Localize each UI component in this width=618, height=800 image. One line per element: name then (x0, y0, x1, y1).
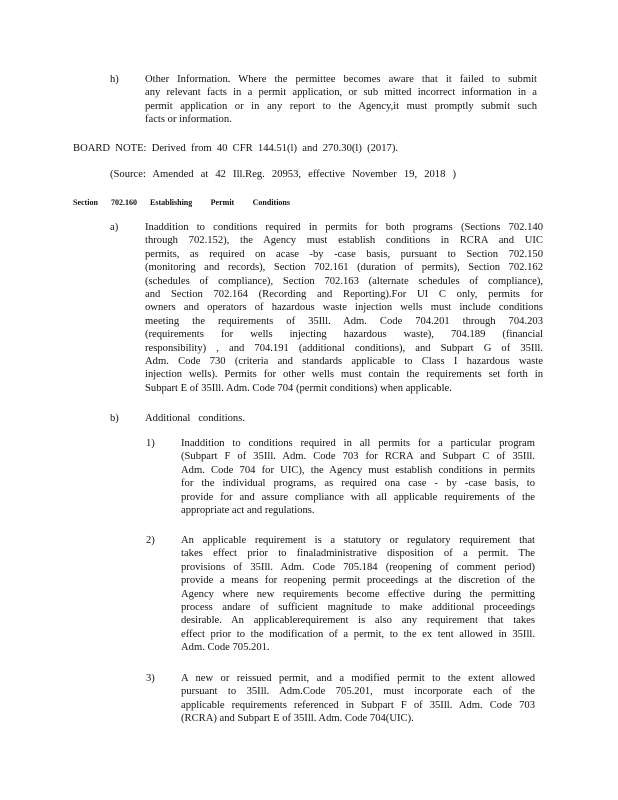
text-line: Adm. Code 704 for UIC), the Agency must establish conditions in permits (181, 464, 535, 476)
text-line: any relevant facts in a permit application, or sub mitted incorrect information in a (145, 87, 537, 99)
text-line: facts or information. (145, 114, 232, 126)
text-line: An applicable requirement is a statutory or regulatory requirement that (181, 535, 535, 546)
text-line: for the individual programs, as required ona case - by -case basis, to (181, 478, 535, 490)
item-b3-label: 3) (146, 673, 155, 684)
text-line: (schedules of compliance), Section 702.163 (alternate schedules of compliance), (145, 275, 543, 287)
text-line: Agency where new requirements become effective during the permitting (181, 588, 535, 600)
text-line: desirable. An applicablerequirement is also any requirement that takes (181, 615, 535, 627)
text-line: Adm. Code 730 (criteria and standards applicable to Class I hazardous waste (145, 356, 543, 368)
text-line: Subpart E of 35Ill. Adm. Code 704 (permit conditions) when applicable. (145, 382, 452, 394)
text-line: A new or reissued permit, and a modified permit to the extent allowed (181, 673, 535, 684)
text-line: Other Information. Where the permittee becomes aware that it failed to submit (145, 74, 537, 85)
text-line: (requirements for wells injecting hazardous waste), 704.189 (financial (145, 329, 543, 341)
item-b2-label: 2) (146, 535, 155, 546)
section-number: 702.160 (111, 198, 137, 207)
text-line: applicable requirements referenced in Subpart F of 35Ill. Adm. Code 703 (181, 699, 535, 711)
item-h-label: h) (110, 74, 119, 85)
text-line: responsibility) , and 704.191 (additional conditions), and Subpart G of 35Ill. (145, 342, 543, 354)
text-line: permits, as required on acase -by -case basis, pursuant to Section 702.150 (145, 248, 543, 260)
item-b-title: Additional conditions. (145, 413, 245, 424)
text-line: meeting the requirements of 35Ill. Adm. Code 704.201 through 704.203 (145, 315, 543, 327)
text-line: (monitoring and records), Section 702.161 (duration of permits), Section 702.162 (145, 262, 543, 274)
text-line: Inaddition to conditions required in permits for both programs (Sections 702.140 (145, 222, 543, 233)
item-a-text (145, 221, 543, 395)
text-line: and Section 702.164 (Recording and Reporting).For UI C only, permits for (145, 289, 543, 301)
item-b-label: b) (110, 413, 119, 424)
text-line: permit application or in any report to the Agency,it must promptly submit such (145, 100, 537, 112)
text-line: (Subpart F of 35Ill. Adm. Code 703 for RCRA and Subpart C of 35Ill. (181, 451, 535, 463)
text-line: effect prior to the modification of a permit, to the ex tent allowed in 35Ill. (181, 628, 535, 640)
text-line: Inaddition to conditions required in all permits for a particular program (181, 438, 535, 449)
item-b2-text (181, 534, 535, 655)
text-line: owners and operators of hazardous waste injection wells must include conditions (145, 302, 543, 314)
text-line: appropriate act and regulations. (181, 505, 315, 517)
section-title: Establishing Permit Conditions (150, 198, 290, 207)
text-line: injection wells). Permits for other wells must contain the requirements set forth in (145, 369, 543, 381)
text-line: provide for and assure compliance with all applicable requirements of the (181, 491, 535, 503)
item-h-text (145, 73, 537, 127)
text-line: (RCRA) and Subpart E of 35Ill. Adm. Code 704(UIC). (181, 713, 414, 725)
item-b1-text (181, 437, 535, 517)
text-line: provisions of 35Ill. Adm. Code 705.184 (reopening of comment period) (181, 561, 535, 573)
source-note: (Source: Amended at 42 Ill.Reg. 20953, effective November 19, 2018 ) (110, 169, 456, 180)
item-b1-label: 1) (146, 438, 155, 449)
item-a-label: a) (110, 222, 119, 233)
section-label: Section (73, 198, 98, 207)
text-line: pursuant to 35Ill. Adm.Code 705.201, must incorporate each of the (181, 686, 535, 698)
text-line: provide a means for reopening permit proceedings at the discretion of the (181, 575, 535, 587)
text-line: through 702.152), the Agency must establish conditions in RCRA and UIC (145, 235, 543, 247)
board-note: BOARD NOTE: Derived from 40 CFR 144.51(l) and 270.30(l) (2017). (73, 143, 398, 154)
item-b3-text (181, 672, 535, 726)
text-line: Adm. Code 705.201. (181, 642, 270, 654)
text-line: process andare of sufficient magnitude to make additional proceedings (181, 602, 535, 614)
text-line: takes effect prior to finaladministrative disposition of a permit. The (181, 548, 535, 560)
